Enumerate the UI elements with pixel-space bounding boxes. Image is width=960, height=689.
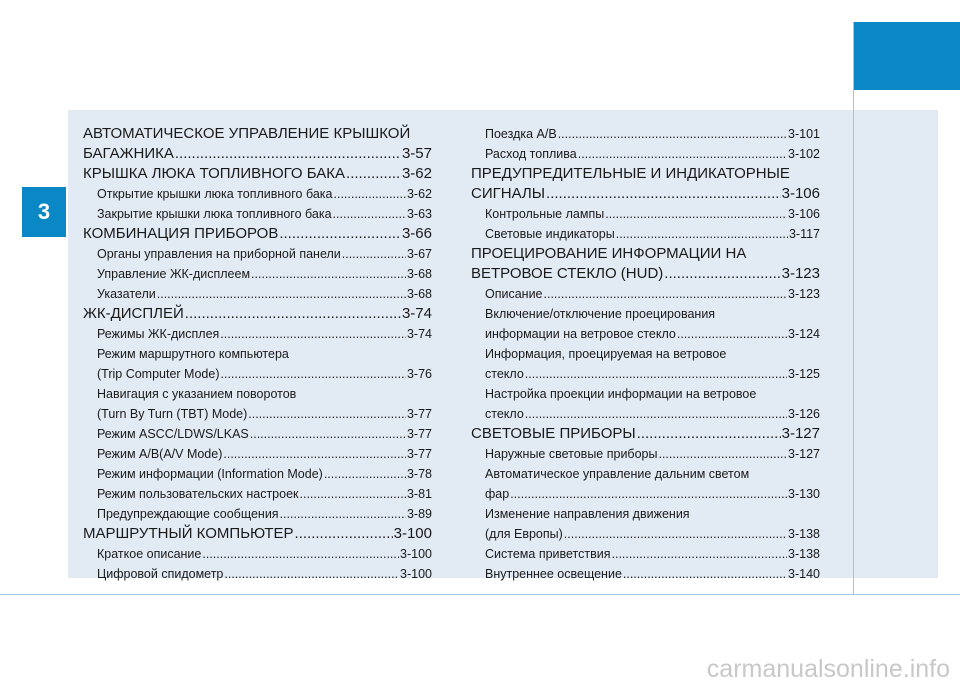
dot-leader <box>612 544 788 564</box>
toc-subentry-first-line: Информация, проецируемая на ветровое <box>485 347 727 361</box>
dot-leader <box>185 304 401 324</box>
toc-subentry-title: Режим информации (Information Mode) <box>97 467 323 481</box>
toc-subentry-title: Режимы ЖК-дисплея <box>97 327 220 341</box>
dot-leader <box>544 284 788 304</box>
dot-leader <box>279 224 401 244</box>
toc-subentry[interactable] <box>83 184 432 204</box>
dot-leader <box>324 464 406 484</box>
toc-heading-title: СВЕТОВЫЕ ПРИБОРЫ <box>471 425 636 442</box>
dot-leader <box>525 404 787 424</box>
toc-subentry-first-line: Настройка проекции информации на ветровое <box>485 387 757 401</box>
toc-subentry-title: Контрольные лампы <box>485 207 605 221</box>
page-number: 3-106 <box>781 185 820 202</box>
page-number: 3-89 <box>406 507 432 521</box>
dot-leader <box>295 524 393 544</box>
page-number: 3-138 <box>788 527 820 541</box>
toc-subentry[interactable] <box>83 324 432 344</box>
page-number: 3-123 <box>788 287 820 301</box>
dot-leader <box>605 204 787 224</box>
toc-subentry[interactable] <box>471 124 820 144</box>
toc-heading[interactable] <box>83 164 432 184</box>
dot-leader <box>202 544 399 564</box>
dot-leader <box>558 124 787 144</box>
toc-subentry-title: (Trip Computer Mode) <box>97 367 220 381</box>
page-number: 3-77 <box>406 447 432 461</box>
toc-subentry-title: Поездка A/B <box>485 127 557 141</box>
page-number: 3-124 <box>788 327 820 341</box>
toc-heading[interactable] <box>83 224 432 244</box>
page-number: 3-63 <box>406 207 432 221</box>
toc-subentry-first-line: Включение/отключение проецирования <box>485 307 716 321</box>
toc-subentry[interactable] <box>83 244 432 264</box>
dot-leader <box>564 524 787 544</box>
dot-leader <box>664 264 780 284</box>
dot-leader <box>342 244 406 264</box>
page-number: 3-68 <box>406 287 432 301</box>
page-number: 3-100 <box>400 567 432 581</box>
toc-subentry[interactable] <box>83 564 432 584</box>
dot-leader <box>333 204 406 224</box>
toc-heading[interactable] <box>471 424 820 444</box>
chapter-number: 3 <box>22 187 66 237</box>
toc-heading-title: КОМБИНАЦИЯ ПРИБОРОВ <box>83 225 279 242</box>
toc-subentry-title: (для Европы) <box>485 527 563 541</box>
dot-leader <box>546 184 781 204</box>
page-number: 3-74 <box>406 327 432 341</box>
toc-subentry[interactable] <box>83 544 432 564</box>
toc-subentry[interactable] <box>471 224 820 244</box>
dot-leader <box>510 484 787 504</box>
toc-subentry[interactable] <box>83 404 432 424</box>
chapter-tab-block <box>854 22 960 90</box>
toc-heading-title: КРЫШКА ЛЮКА ТОПЛИВНОГО БАКА <box>83 165 346 182</box>
toc-subentry-title: Открытие крышки люка топливного бака <box>97 187 333 201</box>
toc-subentry-first-line: Режим маршрутного компьютера <box>97 347 289 361</box>
page-number: 3-127 <box>781 425 820 442</box>
dot-leader <box>221 364 406 384</box>
toc-subentry-title: Закрытие крышки люка топливного бака <box>97 207 332 221</box>
toc-subentry-title: стекло <box>485 407 524 421</box>
toc-subentry-title: Управление ЖК-дисплеем <box>97 267 251 281</box>
toc-subentry-title: информации на ветровое стекло <box>485 327 676 341</box>
page-number: 3-125 <box>788 367 820 381</box>
page-number: 3-67 <box>406 247 432 261</box>
dot-leader <box>346 164 401 184</box>
toc-subentry[interactable] <box>471 444 820 464</box>
dot-leader <box>280 504 406 524</box>
dot-leader <box>578 144 787 164</box>
toc-subentry[interactable] <box>83 464 432 484</box>
page-number: 3-57 <box>401 145 432 162</box>
toc-subentry-title: Наружные световые приборы <box>485 447 658 461</box>
page-number: 3-62 <box>406 187 432 201</box>
toc-subentry[interactable] <box>471 284 820 304</box>
toc-heading-title: ЖК-ДИСПЛЕЙ <box>83 305 184 322</box>
toc-subentry-title: Режим ASCC/LDWS/LKAS <box>97 427 249 441</box>
toc-subentry[interactable] <box>471 524 820 544</box>
toc-heading-first-line: ПРЕДУПРЕДИТЕЛЬНЫЕ И ИНДИКАТОРНЫЕ <box>471 165 790 182</box>
dot-leader <box>677 324 787 344</box>
dot-leader <box>224 564 399 584</box>
toc-heading-title: БАГАЖНИКА <box>83 145 174 162</box>
page-number: 3-106 <box>788 207 820 221</box>
page-number: 3-130 <box>788 487 820 501</box>
toc-subentry-title: Режим A/B(A/V Mode) <box>97 447 223 461</box>
dot-leader <box>623 564 787 584</box>
toc-subentry[interactable] <box>83 264 432 284</box>
page-number: 3-140 <box>788 567 820 581</box>
toc-subentry-title: Указатели <box>97 287 156 301</box>
page-number: 3-102 <box>788 147 820 161</box>
dot-leader <box>175 144 401 164</box>
toc-subentry[interactable] <box>83 424 432 444</box>
toc-subentry-title: Предупреждающие сообщения <box>97 507 279 521</box>
page-number: 3-101 <box>788 127 820 141</box>
toc-subentry-first-line: Навигация с указанием поворотов <box>97 387 297 401</box>
toc-heading[interactable] <box>471 264 820 284</box>
toc-subentry[interactable] <box>471 564 820 584</box>
toc-subentry[interactable] <box>471 404 820 424</box>
page-number: 3-66 <box>401 225 432 242</box>
dot-leader <box>637 424 781 444</box>
dot-leader <box>157 284 406 304</box>
page-number: 3-76 <box>406 367 432 381</box>
page-number: 3-68 <box>406 267 432 281</box>
page-number: 3-126 <box>788 407 820 421</box>
toc-subentry[interactable] <box>83 444 432 464</box>
dot-leader <box>250 424 406 444</box>
toc-subentry-title: Световые индикаторы <box>485 227 615 241</box>
dot-leader <box>525 364 787 384</box>
page-number: 3-77 <box>406 407 432 421</box>
toc-subentry[interactable] <box>83 284 432 304</box>
toc-subentry-title: фар <box>485 487 510 501</box>
toc-subentry-title: Органы управления на приборной панели <box>97 247 341 261</box>
dot-leader <box>300 484 406 504</box>
toc-heading[interactable] <box>83 304 432 324</box>
toc-heading[interactable] <box>83 144 432 164</box>
toc-heading-title: МАРШРУТНЫЙ КОМПЬЮТЕР <box>83 525 294 542</box>
toc-subentry-title: Краткое описание <box>97 547 202 561</box>
toc-subentry[interactable] <box>83 204 432 224</box>
watermark: carmanualsonline.info <box>706 655 950 683</box>
toc-subentry[interactable] <box>471 144 820 164</box>
page-number: 3-100 <box>393 525 432 542</box>
toc-left-column <box>83 124 432 584</box>
toc-subentry[interactable] <box>83 484 432 504</box>
toc-heading[interactable] <box>83 524 432 544</box>
page-number: 3-117 <box>788 227 820 241</box>
toc-subentry-title: Система приветствия <box>485 547 611 561</box>
page-number: 3-100 <box>400 547 432 561</box>
dot-leader <box>223 444 406 464</box>
toc-subentry-title: (Turn By Turn (TBT) Mode) <box>97 407 248 421</box>
page-number: 3-127 <box>788 447 820 461</box>
toc-heading-title: ВЕТРОВОЕ СТЕКЛО (HUD) <box>471 265 664 282</box>
toc-subentry-title: Режим пользовательских настроек <box>97 487 299 501</box>
dot-leader <box>616 224 788 244</box>
toc-subentry[interactable] <box>83 504 432 524</box>
page-number: 3-74 <box>401 305 432 322</box>
toc-subentry-first-line: Изменение направления движения <box>485 507 690 521</box>
page-number: 3-81 <box>406 487 432 501</box>
toc-subentry[interactable] <box>471 204 820 224</box>
page-number: 3-78 <box>406 467 432 481</box>
toc-subentry[interactable] <box>471 324 820 344</box>
toc-subentry[interactable] <box>471 544 820 564</box>
toc-heading[interactable] <box>471 184 820 204</box>
dot-leader <box>248 404 406 424</box>
toc-subentry-title: Расход топлива <box>485 147 577 161</box>
toc-subentry-title: стекло <box>485 367 524 381</box>
toc-subentry[interactable] <box>471 364 820 384</box>
page-number: 3-138 <box>788 547 820 561</box>
toc-subentry[interactable] <box>83 364 432 384</box>
toc-subentry-title: Внутреннее освещение <box>485 567 622 581</box>
toc-heading-first-line: АВТОМАТИЧЕСКОЕ УПРАВЛЕНИЕ КРЫШКОЙ <box>83 125 411 142</box>
toc-right-column <box>471 124 820 584</box>
dot-leader <box>251 264 406 284</box>
page-number: 3-77 <box>406 427 432 441</box>
toc-heading-title: СИГНАЛЫ <box>471 185 546 202</box>
horizontal-divider <box>0 594 960 595</box>
toc-subentry-title: Описание <box>485 287 543 301</box>
dot-leader <box>334 184 406 204</box>
toc-subentry-title: Цифровой спидометр <box>97 567 224 581</box>
vertical-divider <box>853 22 854 594</box>
page-number: 3-123 <box>781 265 820 282</box>
toc-subentry[interactable] <box>471 484 820 504</box>
page-number: 3-62 <box>401 165 432 182</box>
dot-leader <box>658 444 787 464</box>
toc-subentry-first-line: Автоматическое управление дальним светом <box>485 467 750 481</box>
toc-heading-first-line: ПРОЕЦИРОВАНИЕ ИНФОРМАЦИИ НА <box>471 245 747 262</box>
dot-leader <box>220 324 406 344</box>
